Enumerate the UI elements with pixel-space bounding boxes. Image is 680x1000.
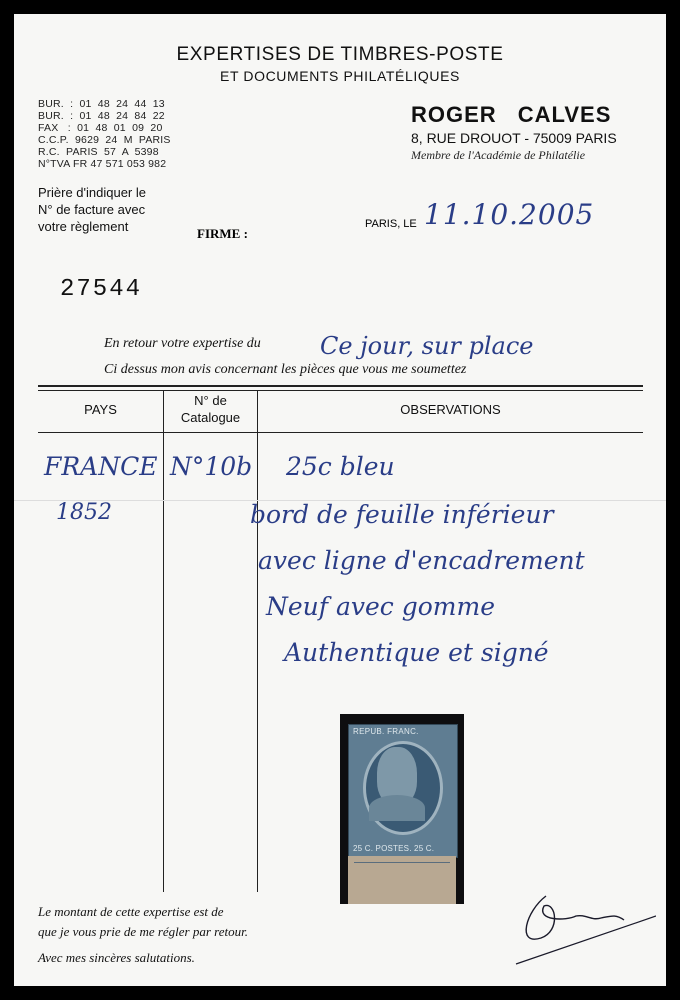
observation-line: Authentique et signé: [284, 638, 549, 667]
instruction-line: votre règlement: [38, 219, 129, 234]
table-top-rule: [38, 385, 643, 387]
date-label: PARIS, LE: [365, 218, 417, 230]
instruction-line: Prière d'indiquer le: [38, 185, 146, 200]
header-observations: OBSERVATIONS: [400, 402, 501, 417]
row-catalogue: N°10b: [170, 452, 253, 481]
footer-line-1: Le montant de cette expertise est de: [38, 904, 224, 919]
row-year: 1852: [56, 500, 112, 525]
header-pays: PAYS: [84, 402, 117, 417]
header-title: EXPERTISES DE TIMBRES-POSTE: [176, 44, 504, 65]
handwritten-return-date: Ce jour, sur place: [320, 332, 534, 360]
contact-line: C.C.P. 9629 24 M PARIS: [38, 134, 171, 146]
row-pays: FRANCE: [44, 452, 158, 481]
header-catalogue-line: Catalogue: [180, 410, 241, 425]
observation-line: 25c bleu: [286, 452, 395, 481]
expert-membership: Membre de l'Académie de Philatélie: [411, 148, 586, 162]
return-line-1: En retour votre expertise du: [104, 336, 261, 351]
instruction-line: N° de facture avec: [38, 202, 146, 217]
sheet-margin: [348, 856, 456, 904]
contact-block: [38, 98, 171, 170]
contact-line: BUR. : 01 48 24 84 22: [38, 110, 165, 122]
header-subtitle: ET DOCUMENTS PHILATÉLIQUES: [220, 68, 460, 84]
contact-line: N°TVA FR 47 571 053 982: [38, 158, 167, 170]
table-header-rule: [38, 432, 643, 433]
handwritten-date: 11.10.2005: [424, 198, 595, 231]
return-line-2: Ci dessus mon avis concernant les pièces que vous me soumettez: [104, 362, 467, 377]
expert-name: ROGER CALVES: [411, 102, 612, 127]
contact-line: R.C. PARIS 57 A 5398: [38, 146, 159, 158]
frame-line: [354, 862, 450, 863]
observation-line: Neuf avec gomme: [266, 592, 496, 621]
observation-line: avec ligne d'encadrement: [258, 546, 585, 575]
stamp-top-text: REPUB. FRANC.: [353, 727, 419, 736]
payment-instructions: [38, 184, 146, 235]
expertise-certificate: [14, 14, 666, 986]
expert-address: 8, RUE DROUOT - 75009 PARIS: [411, 130, 617, 146]
column-divider: [257, 390, 258, 892]
stamp-design: [348, 724, 458, 858]
contact-line: FAX : 01 48 01 09 20: [38, 122, 163, 134]
firme-label: FIRME :: [197, 226, 248, 241]
header-catalogue-line: N° de: [194, 393, 227, 408]
header-catalogue: [164, 392, 257, 426]
footer-line-3: Avec mes sincères salutations.: [38, 950, 195, 965]
stamp-bottom-text: 25 C. POSTES. 25 C.: [353, 844, 435, 853]
observation-line: bord de feuille inférieur: [250, 500, 554, 529]
stamp-bust: [369, 795, 425, 821]
footer-line-2: que je vous prie de me régler par retour.: [38, 924, 249, 939]
table-top-rule-thin: [38, 390, 643, 391]
signature-image: [506, 876, 656, 966]
stamp-image: [340, 714, 464, 904]
contact-line: BUR. : 01 48 24 44 13: [38, 98, 165, 110]
invoice-number: 27544: [60, 276, 143, 303]
column-divider: [163, 390, 164, 892]
